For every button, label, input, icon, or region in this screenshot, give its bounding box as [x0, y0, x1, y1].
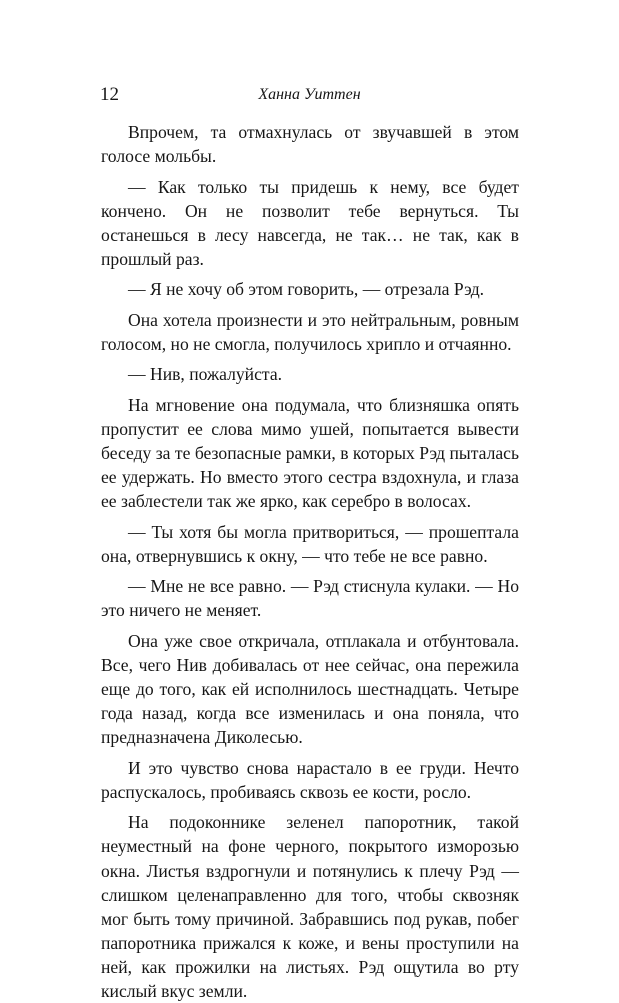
body-text — [101, 120, 519, 1003]
paragraph: И это чувство снова нарастало в ее груди. Нечто распускалось, пробиваясь сквозь ее кости, росло. — [101, 757, 519, 802]
running-head-author: Ханна Уиттен — [258, 86, 361, 103]
paragraph: Она хотела произнести и это нейтральным, ровным голосом, но не смогла, получилось хрипло и отчаянно. — [101, 309, 519, 354]
paragraph: На мгновение она подумала, что близняшка опять пропустит ее слова мимо ушей, попытается вывести беседу за те безопасные рамки, в которых Рэд пыталась ее удержать. Но вместо этого сестра вздохнула, и глаза ее заблестели так же ярко, как серебро в волосах. — [101, 394, 519, 512]
paragraph: — Я не хочу об этом говорить, — отрезала Рэд. — [128, 279, 485, 300]
paragraph: Она уже свое откричала, отплакала и отбунтовала. Все, чего Нив добивалась от нее сейчас, она пережила еще до того, как ей исполнилось шестнадцать. Четыре года назад, когда все изменилась и она поняла, что предназначена Диколесью. — [101, 630, 519, 748]
page-number: 12 — [100, 84, 119, 105]
paragraph: На подоконнике зеленел папоротник, такой неуместный на фоне черного, покрытого изморозью окна. Листья вздрогнули и потянулись к плечу Рэд — слишком целенаправленно для того, чтобы сквозняк мог быть тому причиной. Забравшись под рукав, побег папоротника прижался к коже, и вены проступили на ней, как прожилки на листьях. Рэд ощутила во рту кислый вкус земли. — [101, 812, 519, 1001]
paragraph: — Ты хотя бы могла притвориться, — прошептала она, отвернувшись к окну, — что тебе не все равно. — [101, 521, 519, 566]
paragraph: — Нив, пожалуйста. — [128, 364, 283, 385]
paragraph: — Как только ты придешь к нему, все будет кончено. Он не позволит тебе вернуться. Ты останешься в лесу навсегда, не так… не так, как в прошлый раз. — [101, 176, 519, 269]
paragraph: — Мне не все равно. — Рэд стиснула кулаки. — Но это ничего не меняет. — [101, 576, 519, 621]
paragraph: Впрочем, та отмахнулась от звучавшей в этом голосе мольбы. — [101, 122, 519, 167]
